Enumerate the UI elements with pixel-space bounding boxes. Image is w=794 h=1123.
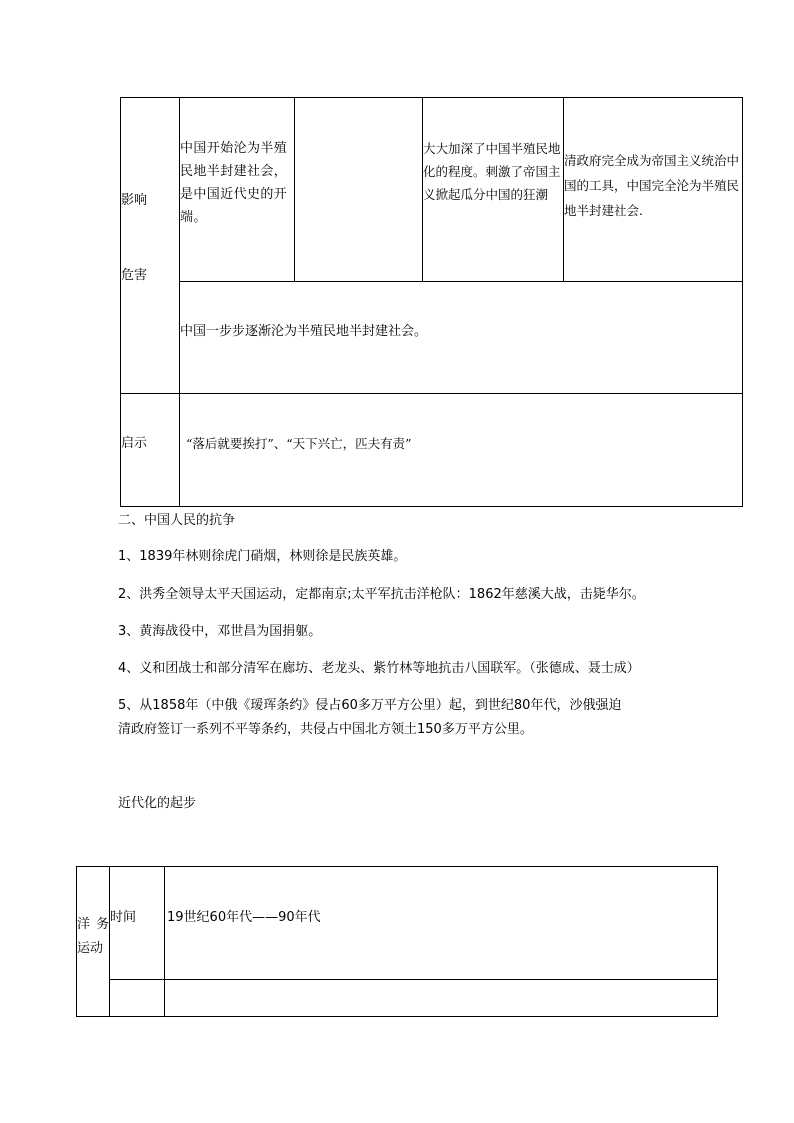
cell-merged-harm: 中国一步步逐渐沦为半殖民地半封建社会。 <box>180 324 428 339</box>
table-border-right <box>717 866 718 1017</box>
cell-impact-a: 中国开始沦为半殖民地半封建社会，是中国近代史的开端。 <box>180 141 288 225</box>
table-border-bottom <box>76 1016 718 1017</box>
time-value: 19世纪60年代——90年代 <box>167 910 321 925</box>
table-divider <box>164 866 165 1017</box>
table-divider <box>294 97 295 281</box>
table-border-bottom <box>120 506 743 507</box>
list-item: 清政府签订一系列不平等条约，共侵占中国北方领土150多万平方公里。 <box>118 722 533 737</box>
table-divider <box>179 281 743 282</box>
list-item: 1、1839年林则徐虎门硝烟，林则徐是民族英雄。 <box>118 549 407 564</box>
cell-impact-c: 大大加深了中国半殖民地化的程度。刺激了帝国主义掀起瓜分中国的狂潮 <box>423 141 561 202</box>
list-item: 2、洪秀全领导太平天国运动，定都南京;太平军抗击洋枪队：1862年慈溪大战，击毙华尔。 <box>118 587 645 602</box>
row-label-harm: 危害 <box>121 268 148 283</box>
table-border-top <box>120 97 743 98</box>
time-label: 时间 <box>110 910 137 925</box>
cell-enlightenment: “落后就要挨打”、“天下兴亡，匹夫有责” <box>186 436 412 451</box>
table-divider <box>109 979 718 980</box>
list-item: 4、义和团战士和部分清军在廊坊、老龙头、紫竹林等地抗击八国联军。（张德成、聂士成） <box>118 661 640 676</box>
row-label-movement: 运动 <box>77 941 104 956</box>
cell-impact-d: 清政府完全成为帝国主义统治中国的工具，中国完全沦为半殖民地半封建社会. <box>564 153 740 218</box>
row-label-impact: 影响 <box>121 193 148 208</box>
table-divider <box>120 393 743 394</box>
list-item: 3、黄海战役中，邓世昌为国捐躯。 <box>118 624 322 639</box>
table-border-top <box>76 866 718 867</box>
table-border-right <box>742 97 743 507</box>
section-heading: 近代化的起步 <box>118 796 197 811</box>
section-heading: 二、中国人民的抗争 <box>118 513 236 528</box>
table-divider <box>109 866 110 1017</box>
row-label-enlightenment: 启示 <box>121 436 148 451</box>
row-label-westernization: 洋 务 <box>77 917 111 932</box>
list-item: 5、从1858年（中俄《瑷珲条约》侵占60多万平方公里）起，到世纪80年代，沙俄强迫 <box>118 698 622 713</box>
